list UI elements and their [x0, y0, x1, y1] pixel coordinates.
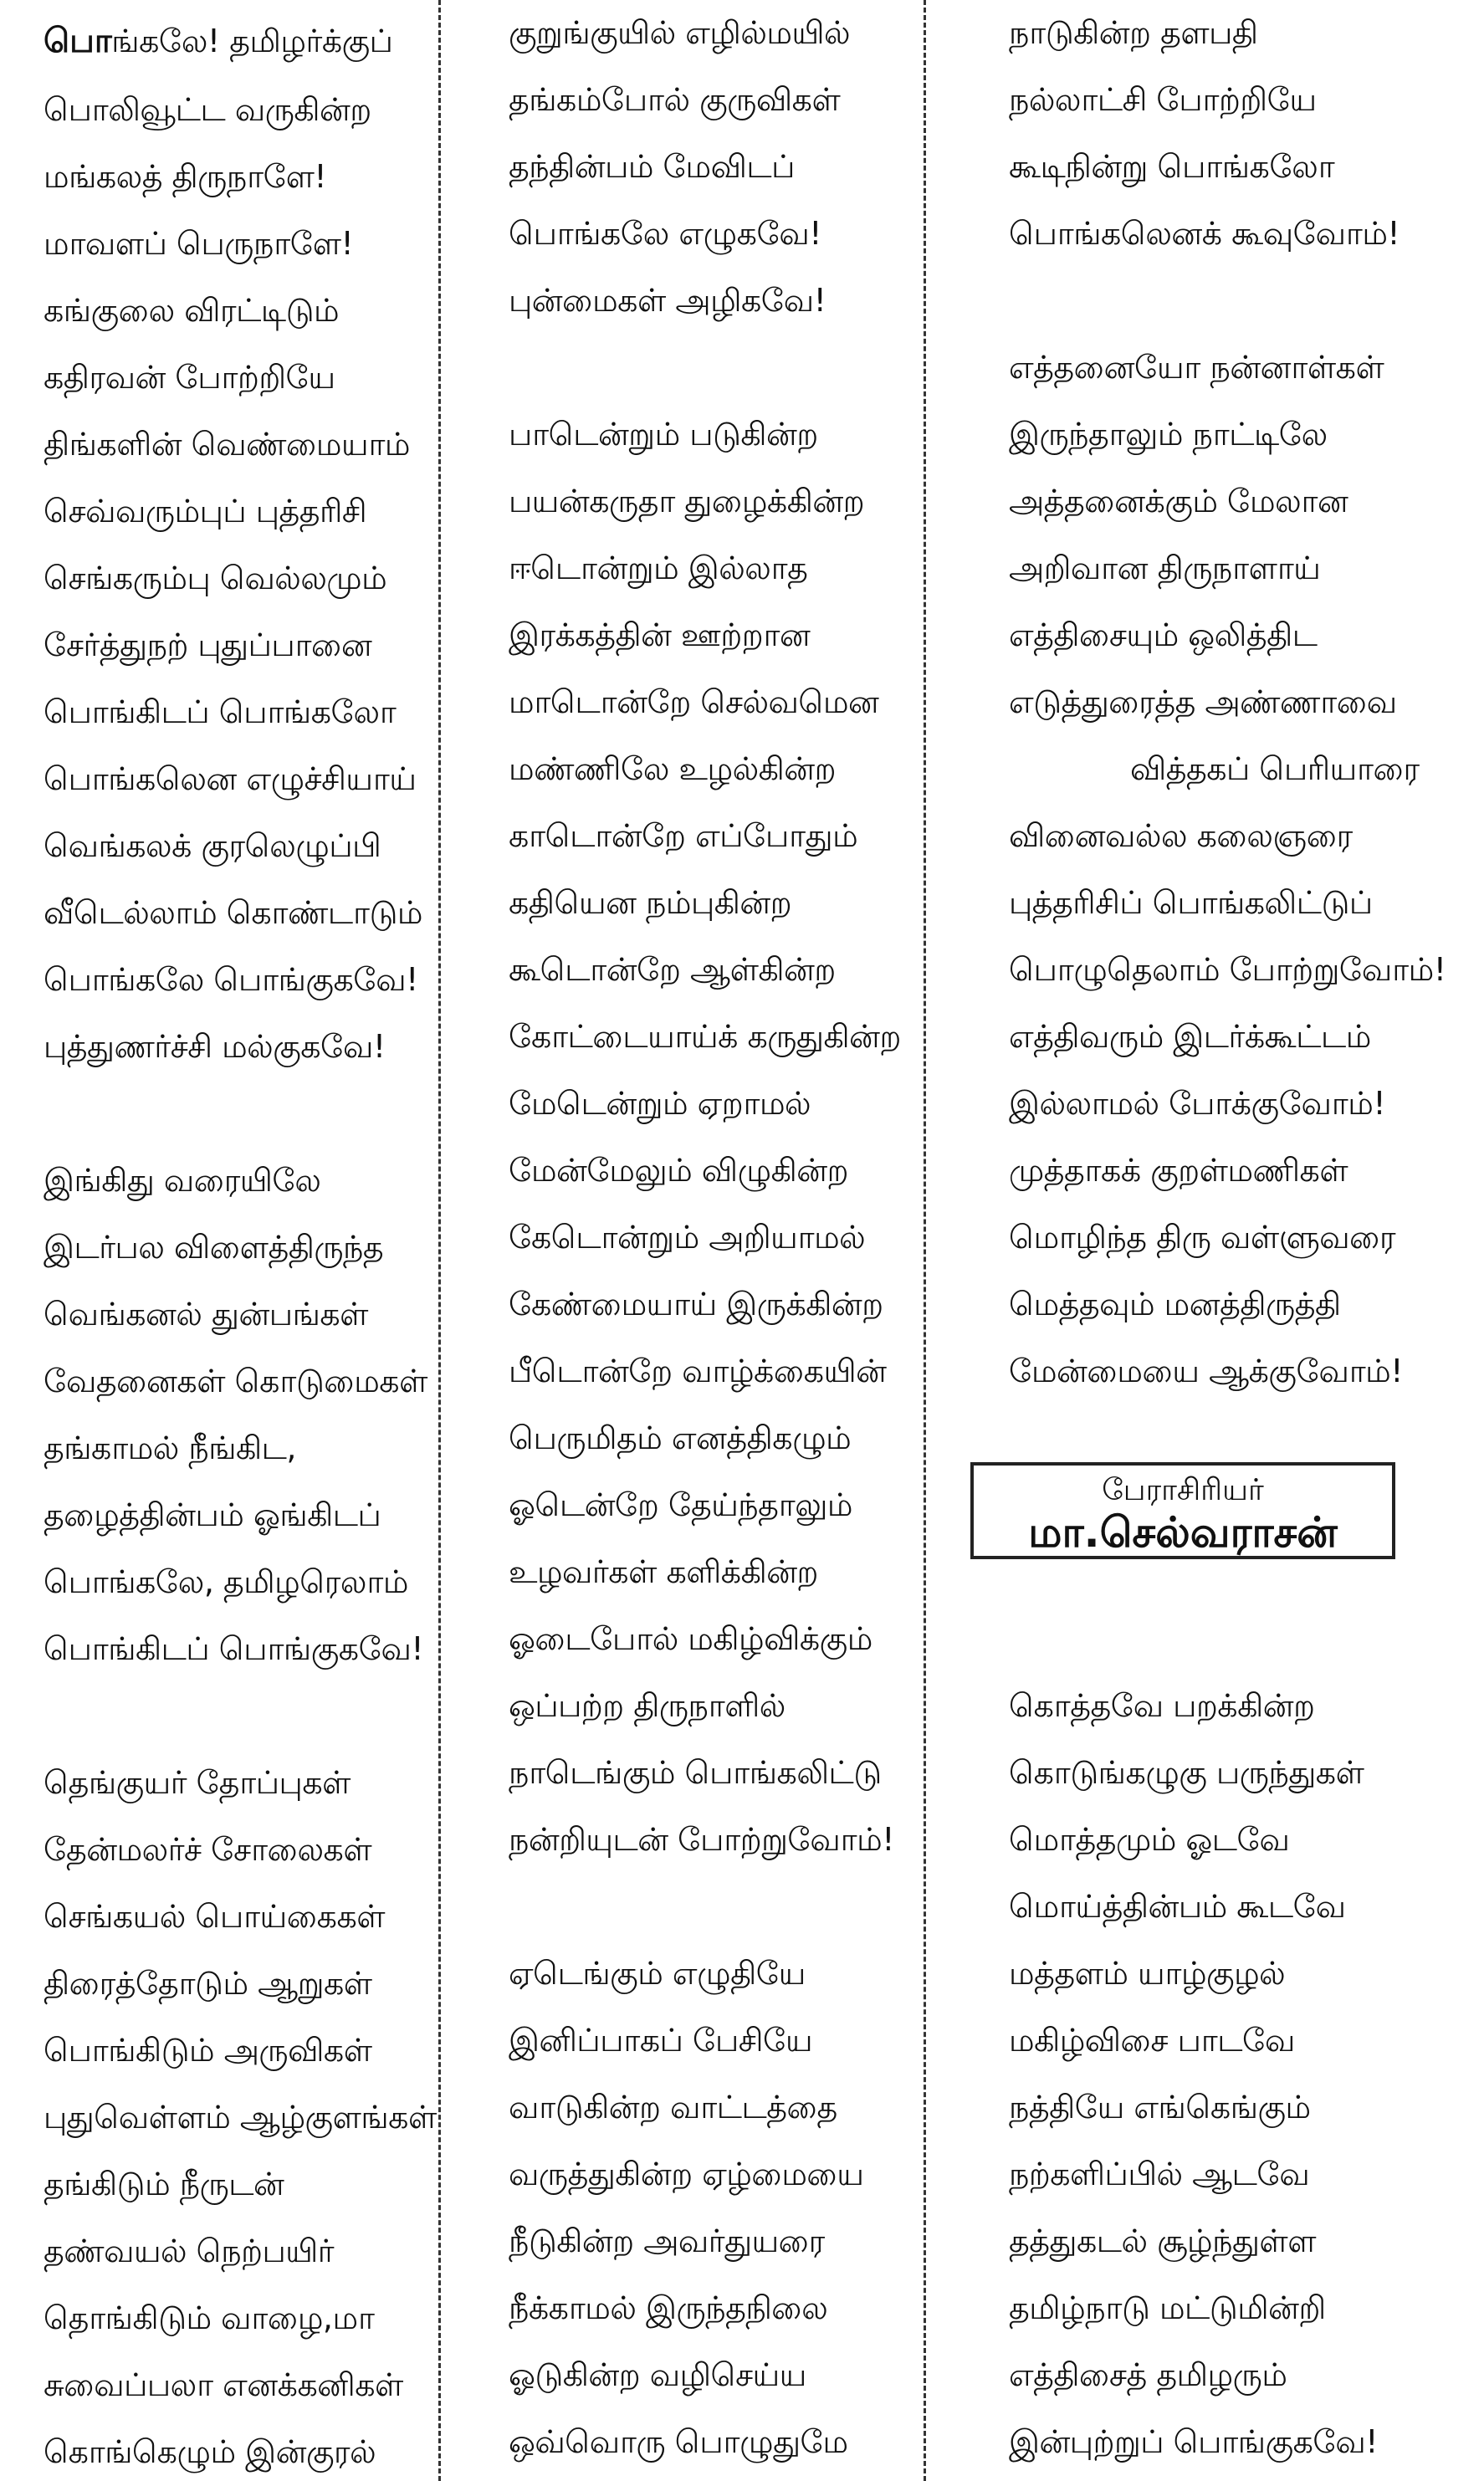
- poem-line: ஒப்பற்ற திருநாளில்: [509, 1687, 785, 1724]
- poem-line: மங்கலத் திருநாளே!: [43, 158, 327, 195]
- poem-line: நத்தியே எங்கெங்கும்: [1009, 2089, 1311, 2125]
- poem-line: அறிவான திருநாளாய்: [1009, 550, 1321, 586]
- poem-line: மெத்தவும் மனத்திருத்தி: [1009, 1286, 1341, 1322]
- poem-line: தேன்மலர்ச் சோலைகள்: [43, 1831, 372, 1868]
- poem-line: மேடென்றும் ஏறாமல்: [509, 1085, 811, 1122]
- poem-line: அத்தனைக்கும் மேலான: [1009, 483, 1348, 519]
- poem-column-3: [1009, 0, 1444, 2481]
- poem-line: ஈடொன்றும் இல்லாத: [509, 550, 808, 586]
- poem-line: பொலிவூட்ட வருகின்ற: [43, 91, 371, 128]
- poem-line: இடர்பல விளைத்திருந்த: [43, 1229, 384, 1266]
- poem-line: புதுவெள்ளம் ஆழ்குளங்கள்: [43, 2099, 437, 2136]
- poem-line: ஓடைபோல் மகிழ்விக்கும்: [509, 1620, 872, 1657]
- poem-line: பொங்கலே பொங்குகவே!: [43, 961, 418, 998]
- poem-line: வெங்கலக் குரலெழுப்பி: [43, 827, 381, 864]
- poem-line: தொங்கிடும் வாழை,மா: [43, 2299, 375, 2336]
- poem-line: இரக்கத்தின் ஊற்றான: [509, 616, 811, 653]
- poem-line: புன்மைகள் அழிகவே!: [509, 282, 826, 319]
- poem-line: நன்றியுடன் போற்றுவோம்!: [509, 1821, 894, 1858]
- poem-lead-letters: பொ: [43, 22, 112, 60]
- poem-line: எடுத்துரைத்த அண்ணாவை: [1009, 683, 1397, 720]
- poem-line: மத்தளம் யாழ்குழல்: [1009, 1955, 1286, 1992]
- poem-line: மண்ணிலே உழல்கின்ற: [509, 750, 836, 787]
- poem-line: இருந்தாலும் நாட்டிலே: [1009, 416, 1328, 453]
- poem-line: புத்துணர்ச்சி மல்குகவே!: [43, 1028, 386, 1065]
- poem-line: மாடொன்றே செல்வமென: [509, 683, 879, 720]
- poem-line: பொங்கிடப் பொங்கலோ: [43, 693, 397, 730]
- poem-line: பொங்கிடும் அருவிகள்: [43, 2032, 372, 2069]
- poem-line: கங்குலை விரட்டிடும்: [43, 292, 340, 329]
- poem-line: தங்காமல் நீங்கிட,: [43, 1430, 296, 1466]
- poem-line: திரைத்தோடும் ஆறுகள்: [43, 1965, 372, 2002]
- column-divider: [438, 0, 441, 2481]
- poem-column-1: [43, 0, 437, 2481]
- poem-line: [43, 20, 392, 62]
- poem-line: காடொன்றே எப்போதும்: [509, 817, 858, 854]
- poem-line: உழவர்கள் களிக்கின்ற: [509, 1553, 818, 1590]
- poem-line: மொய்த்தின்பம் கூடவே: [1009, 1888, 1346, 1925]
- poem-line: கூடிநின்று பொங்கலோ: [1009, 148, 1335, 185]
- poem-line: பொங்கலே, தமிழரெலாம்: [43, 1563, 408, 1600]
- poem-line: தங்கிடும் நீருடன்: [43, 2166, 284, 2202]
- poem-line: புத்தரிசிப் பொங்கலிட்டுப்: [1009, 884, 1373, 921]
- poem-line: மொத்தமும் ஓடவே: [1009, 1821, 1290, 1858]
- poem-line: முத்தாகக் குறள்மணிகள்: [1009, 1152, 1348, 1189]
- poem-line: இல்லாமல் போக்குவோம்!: [1009, 1085, 1386, 1122]
- column-divider: [924, 0, 926, 2481]
- poem-line: வெங்கனல் துன்பங்கள்: [43, 1296, 368, 1333]
- poem-line: தந்தின்பம் மேவிடப்: [509, 148, 795, 185]
- poem-line: எத்திவரும் இடர்க்கூட்டம்: [1009, 1018, 1371, 1055]
- poem-line: நாடுகின்ற தளபதி: [1009, 14, 1258, 51]
- poem-line: கேடொன்றும் அறியாமல்: [509, 1219, 866, 1256]
- poem-line: இனிப்பாகப் பேசியே: [509, 2022, 813, 2059]
- poem-line: பாடென்றும் படுகின்ற: [509, 416, 818, 453]
- poem-line: வாடுகின்ற வாட்டத்தை: [509, 2089, 837, 2125]
- poem-line: செங்கரும்பு வெல்லமும்: [43, 560, 387, 596]
- poem-line: செவ்வரும்புப் புத்தரிசி: [43, 493, 367, 529]
- poem-line: கூடொன்றே ஆள்கின்ற: [509, 951, 836, 988]
- poem-line: பெருமிதம் எனத்திகழும்: [509, 1420, 852, 1456]
- poem-line: பொங்கலெனக் கூவுவோம்!: [1009, 215, 1400, 252]
- poem-line: இங்கிது வரையிலே: [43, 1162, 321, 1199]
- poem-line: எத்தனையோ நன்னாள்கள்: [1009, 349, 1384, 386]
- poem-line: ஏடெங்கும் எழுதியே: [509, 1955, 806, 1992]
- poem-line: சேர்த்துநற் புதுப்பானை: [43, 627, 372, 663]
- poem-line: பீடொன்றே வாழ்க்கையின்: [509, 1353, 887, 1389]
- poem-line: மாவளப் பெருநாளே!: [43, 225, 354, 262]
- poem-line: செங்கயல் பொய்கைகள்: [43, 1898, 386, 1935]
- poem-line: வித்தகப் பெரியாரை: [1130, 750, 1420, 787]
- poem-line: மேன்மேலும் விழுகின்ற: [509, 1152, 848, 1189]
- poem-line: பொங்கிடப் பொங்குகவே!: [43, 1630, 424, 1667]
- poem-line: பயன்கருதா துழைக்கின்ற: [509, 483, 865, 519]
- poem-line: வீடெல்லாம் கொண்டாடும்: [43, 894, 422, 931]
- poem-line: தமிழ்நாடு மட்டுமின்றி: [1009, 2289, 1326, 2326]
- poem-line: மேன்மையை ஆக்குவோம்!: [1009, 1353, 1403, 1389]
- poem-line: வினைவல்ல கலைஞரை: [1009, 817, 1353, 854]
- poem-line: நீக்காமல் இருந்தநிலை: [509, 2289, 828, 2326]
- poem-line: மொழிந்த திரு வள்ளுவரை: [1009, 1219, 1396, 1256]
- poem-line: நல்லாட்சி போற்றியே: [1009, 81, 1317, 118]
- poem-line: இன்புற்றுப் பொங்குகவே!: [1009, 2423, 1379, 2460]
- poem-line: எத்திசைத் தமிழரும்: [1009, 2356, 1287, 2393]
- poem-line: கதியென நம்புகின்ற: [509, 884, 792, 921]
- poem-line-rest: ங்கலே! தமிழர்க்குப்: [111, 23, 393, 59]
- poem-line: பொழுதெலாம் போற்றுவோம்!: [1009, 951, 1446, 988]
- poem-line: நீடுகின்ற அவர்துயரை: [509, 2223, 825, 2259]
- poem-line: கொடுங்கழுகு பருந்துகள்: [1009, 1754, 1364, 1791]
- poem-line: நாடெங்கும் பொங்கலிட்டு: [509, 1754, 882, 1791]
- poem-line: திங்களின் வெண்மையாம்: [43, 426, 411, 463]
- poem-line: ஓடென்றே தேய்ந்தாலும்: [509, 1486, 852, 1523]
- poem-line: தழைத்தின்பம் ஓங்கிடப்: [43, 1496, 381, 1533]
- poem-line: நற்களிப்பில் ஆடவே: [1009, 2156, 1310, 2192]
- poem-line: வருத்துகின்ற ஏழ்மையை: [509, 2156, 864, 2192]
- author-name: மா.செல்வராசன்: [1028, 1508, 1338, 1557]
- poem-line: பொங்கலென எழுச்சியாய்: [43, 760, 417, 797]
- poem-line: மகிழ்விசை பாடவே: [1009, 2022, 1295, 2059]
- poem-line: வேதனைகள் கொடுமைகள்: [43, 1363, 427, 1399]
- poem-line: தெங்குயர் தோப்புகள்: [43, 1764, 351, 1801]
- poem-line: ஒவ்வொரு பொழுதுமே: [509, 2423, 848, 2460]
- poem-line: பொங்கலே எழுகவே!: [509, 215, 822, 252]
- author-title: பேராசிரியர்: [1102, 1473, 1264, 1507]
- poem-line: கோட்டையாய்க் கருதுகின்ற: [509, 1018, 901, 1055]
- poem-line: குறுங்குயில் எழில்மயில்: [509, 14, 850, 51]
- poem-line: சுவைப்பலா எனக்கனிகள்: [43, 2366, 403, 2403]
- poem-line: கதிரவன் போற்றியே: [43, 359, 335, 396]
- poem-line: கொங்கெழும் இன்குரல்: [43, 2433, 376, 2470]
- poem-line: கொத்தவே பறக்கின்ற: [1009, 1687, 1315, 1724]
- poem-line: கேண்மையாய் இருக்கின்ற: [509, 1286, 883, 1322]
- poem-line: தண்வயல் நெற்பயிர்: [43, 2233, 335, 2269]
- poem-column-2: [509, 0, 927, 2481]
- author-byline-box: [970, 1462, 1395, 1559]
- poem-line: எத்திசையும் ஒலித்திட: [1009, 616, 1318, 653]
- poem-line: தத்துகடல் சூழ்ந்துள்ள: [1009, 2223, 1316, 2259]
- poem-line: தங்கம்போல் குருவிகள்: [509, 81, 841, 118]
- poem-line: ஓடுகின்ற வழிசெய்ய: [509, 2356, 806, 2393]
